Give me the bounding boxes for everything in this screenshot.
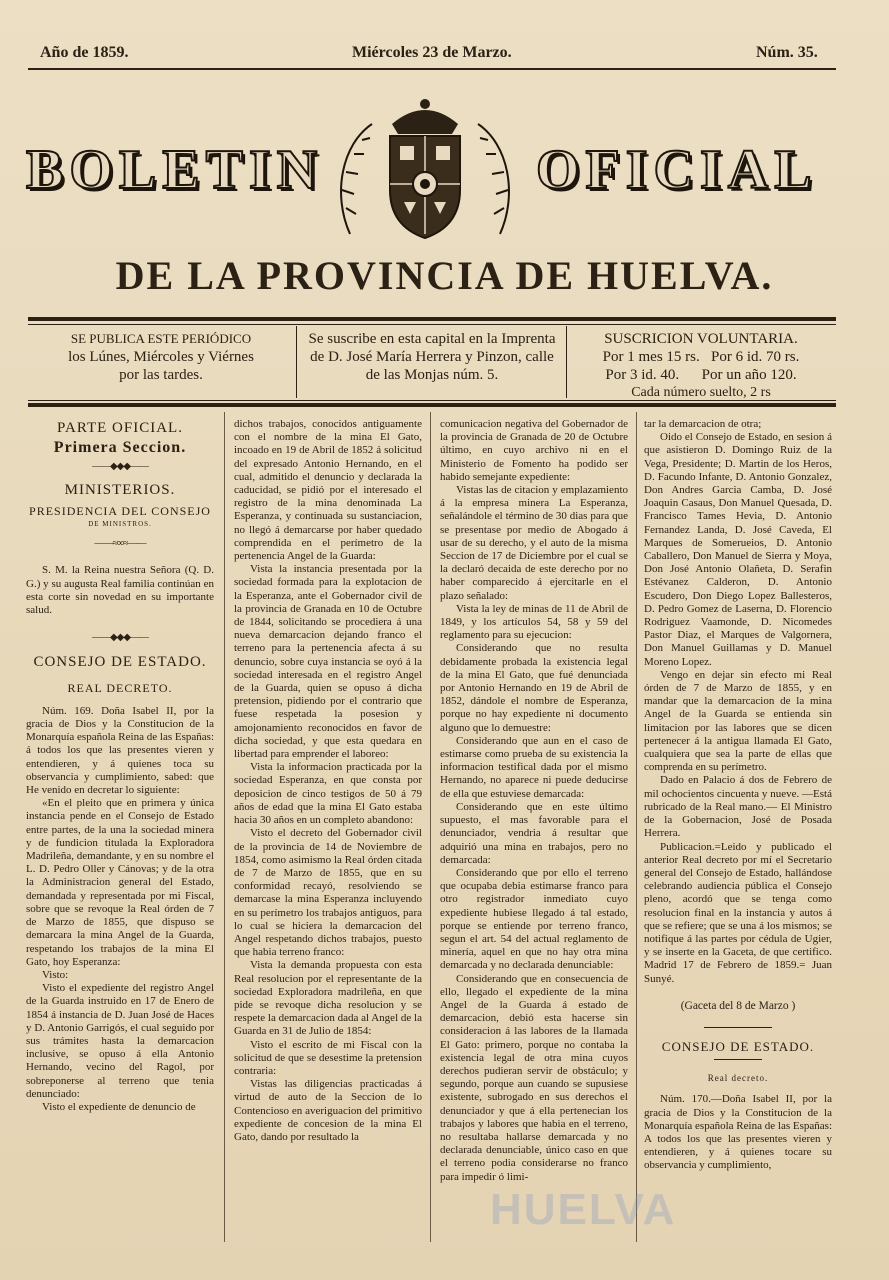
paragraph: Considerando que por ello el terreno que ocupaba debia estimarse franco para otro registrador inmediato cuyo expediente hubiese llegado á tal estado, porque se entiende por terreno franco, segun el art. 54 del actual reglamento de minería, aquel en que no hay otra mina demarcada y no declarada denunciable: [440, 866, 628, 972]
real-decreto-heading: REAL DECRETO. [67, 680, 173, 695]
column-4 [644, 418, 832, 1218]
paragraph: Visto el escrito de mi Fiscal con la solicitud de que se desestime la pretension contraria: [234, 1038, 422, 1077]
publication-time-text: por las tardes. [119, 367, 203, 383]
paragraph: «En el pleito que en primera y única instancia pende en el Consejo de Estado entre partes, de la una la sociedad minera y de fundicion titulada la Exploradora Madrileña, demandante, y en su nombre el L. D. Pedro Oller y Cánovas; y de la otra la Administracion general del Estado, demandada y representada por mi Fiscal, sobre que se revoque la Real órden de 7 de Marzo de 1855, que dispuso se demarcara la mina Angel de la Guarda, respetando los trabajos de la mina El Gato, hoy Esperanza: [26, 797, 214, 968]
masthead-rule-thick [28, 317, 836, 321]
publication-days [30, 330, 292, 384]
paragraph: Vistas las diligencias practicadas á virtud de auto de la Seccion de lo Contencioso en averiguacion del primitivo expediente de concesion de la mina El Gato, dando por resultado la [234, 1078, 422, 1143]
paragraph: dichos trabajos, conocidos antiguamente con el nombre de la mina El Gato, incoado en 19 de Abril de 1852 á solicitud del expresado Antonio Hernando, en el cual, admitido el denuncio y declarada la caducidad, se pidió por el interesado el registro de la mina denominada La Esperanza, y continuada su sustanciacion, no llegó á demarcarse por haber quedado comprendida en el perímetro de la pertenencia Angel de la Guarda: [234, 418, 422, 563]
body-rule-thin [28, 400, 836, 401]
prices-title: SUSCRICION VOLUNTARIA. [604, 331, 798, 347]
paragraph: comunicacion negativa del Gobernador de la provincia de Granada de 20 de Octubre último, en cuyo archivo ni en el Ministerio de Fomento ha podido ser habido semejante expediente: [440, 418, 628, 483]
paragraph: Publicacion.=Leido y publicado el anterior Real decreto por mí el Secretario general del Consejo de Estado, hallándose celebrando audiencia pública el Consejo pleno, acordó que se tenga como resolucion final en la instancia y autos á que se refiere; que se una á los mismos; se notifique á las partes por cédula de Ugier, y se inserte en la Gaceta, de que certifico. Madrid 17 de Febrero de 1859.= Juan Sunyé. [644, 840, 832, 985]
paragraph: Vista la informacion practicada por la sociedad Esperanza, en que consta por deposicion de cinco testigos de 50 á 79 años de edad que la mina El Gato estaba hacia 30 años en un completo abandono: [234, 761, 422, 827]
consejo-estado-heading-2: CONSEJO DE ESTADO. [661, 1038, 815, 1054]
column-divider-2 [430, 412, 431, 1242]
paragraph: Vista la demanda propuesta con esta Real resolucion por el representante de la sociedad Exploradora madrileña, en que pide se revoque dicha resolucion y se respete la demarcacion dada al Angel de la Guarda en 31 de Julio de 1854: [234, 959, 422, 1038]
column-divider-3 [636, 412, 637, 1242]
paragraph: Oido el Consejo de Estado, en sesion á que asistieron D. Domingo Ruiz de la Vega, Presidente; D. Martin de los Heros, D. Facundo Infante, D. Antonio Gonzalez, Don Andres Garcia Camba, D. José Joaquin Casaus, Don Manuel Quesada, D. Francisco Tames Hevia, D. Antonio Fernandez Landa, D. José Caveda, El Marques de Somerueios, D. Antonio Caballero, Don Manuel de Sierra y Moya, Don José Antonio Olañeta, D. Serafin Estévanez Calderon, D. Antonio Escudero, Don Diego Lopez Ballesteros, D. Pedro Gomez de Laserna, D. Florencio Rodriguez Vaamonde, D. Nicomedes Pastor Diaz, el Marques de Valgornera, Don Manuel Guillamas y D. Manuel Moreno Lopez. [644, 431, 832, 668]
subscription-prices [570, 330, 832, 402]
paragraph: Dado en Palacio á dos de Febrero de mil ochocientos cincuenta y nueve. —Está rubricado de la Real mano.— El Ministro de la Gobernacion, José de Posada Herrera. [644, 774, 832, 840]
issue-number: Núm. 35. [756, 44, 818, 61]
paragraph: Visto el expediente de denuncio de [42, 1100, 196, 1113]
parte-oficial-heading: PARTE OFICIAL. [57, 420, 183, 436]
paragraph: Núm. 169. Doña Isabel II, por la gracia de Dios y la Constitucion de la Monarquía española Reina de las Españas: á todos los que las presentes vieren y entendieren, y á quienes toca su observancia y cumplimiento, sabed: que He venido en decretar lo siguiente: [26, 704, 214, 797]
short-rule [714, 1059, 762, 1060]
column-1 [26, 418, 214, 1218]
paragraph: Considerando que en consecuencia de ello, llegado el expediente de la mina Angel de la Guarda á estado de demarcacion, debió esta hacerse sin consideracion á las labores de la llamada El Gato: primero, porque no contaba la existencia legal de otra mina cuyos derechos pudieran servir de obstáculo; y segundo, porque aun cuando se supusiese existente, subrogado en sus derechos el denunciador y que á ella pertenecian los trabajos y labores que habia en el terreno, no resultaba hallarse demarcada y no declarada denunciable, único caso en que el terreno podia considerarse no franco para impedir ó limi- [440, 972, 628, 1183]
paragraph: Visto: [42, 968, 69, 981]
masthead-rule-thin [28, 324, 836, 325]
presidencia-heading: PRESIDENCIA DEL CONSEJO [29, 503, 211, 518]
subscription-info [300, 330, 564, 384]
paragraph: Visto el expediente del registro Angel de la Guarda instruido en 17 de Enero de 1854 á instancia de D. Juan José de Haces y D. Antonio Garrigós, el cual seguido por sus trámites hasta la demarcacion inclusive, se opuso á ella Antonio Hernando, vecino del Ragol, por sobreponerse al terreno que tenia denunciado: [26, 982, 214, 1100]
header-rule [28, 68, 836, 70]
de-ministros-heading: DE MINISTROS. [88, 520, 152, 529]
issue-date: Miércoles 23 de Marzo. [352, 44, 512, 61]
paragraph: Considerando que en este último supuesto, el mas favorable para el denunciador, vendria á resultar que adquirió una mina en trabajos, pero no demarcada: [440, 800, 628, 866]
ministerios-heading: MINISTERIOS. [64, 481, 176, 498]
column-2 [234, 418, 422, 1218]
paragraph: Considerando que no resulta debidamente probada la existencia legal de la mina El Gato, que fué denunciada por Antonio Hernando en 19 de Abril de 1852, dándole el nombre de Esperanza, porque no hay expediente ni documento alguno que lo demuestre: [440, 642, 628, 734]
ornament-divider: ——◆◆◆—— [91, 632, 149, 644]
single-issue-price: Cada número suelto, 2 rs [631, 385, 771, 400]
column-divider-1 [224, 412, 225, 1242]
paragraph: Vista la instancia presentada por la sociedad formada para la explotacion de la Esperanza, ante el Gobernador civil de la provincia de Granada en 10 de Octubre de 1844, solicitando se procediera á una nueva demarcacion dejando franco el terreno para la pertenencia afecta á su denuncio, sobre cuya instancia se oyó á la sociedad interesada en el registro Angel de la Guarda, quien se opuso á dicha pretension, pidiendo por el contrario que fuese respetada la posesion y amojonamiento reconocidos en favor de dicha sociedad, y que esta quedara en libertad para emprender el laboreo: [234, 563, 422, 761]
paragraph: Núm. 170.—Doña Isabel II, por la gracia de Dios y la Constitucion de la Monarquía española Reina de las Españas: A todos los que las presentes vieren y entendieren, y á quienes tocare su observancia y cumplimiento, [644, 1093, 832, 1172]
real-decreto-heading-2: Real decreto. [707, 1073, 769, 1084]
royal-coat-of-arms-icon [332, 94, 518, 246]
paragraph: S. M. la Reina nuestra Señora (Q. D. G.) y su augusta Real familia continúan en esta corte sin novedad en su importante salud. [26, 564, 214, 617]
masthead-word-boletin: BOLETIN [26, 139, 324, 201]
subscription-line-2: de D. José María Herrera y Pinzon, calle [310, 349, 554, 365]
column-3 [440, 418, 628, 1218]
publication-label: SE PUBLICA ESTE PERIÓDICO [70, 331, 252, 346]
gaceta-source: (Gaceta del 8 de Marzo ) [680, 999, 796, 1012]
paragraph: Vengo en dejar sin efecto mi Real órden de 7 de Marzo de 1855, y en mandar que la demarcacion de la mina Angel de la Guarda se entienda sin limitacion por las labores que se dicen pertenecer á la antigua llamada El Gato, cualquiera que sea la parte de ellas que comprenda en su perímetro. [644, 668, 832, 774]
short-rule [704, 1027, 772, 1028]
body-rule-thick [28, 403, 836, 407]
subscription-line-1: Se suscribe en esta capital en la Imprenta [308, 331, 556, 347]
paragraph: Vistas las de citacion y emplazamiento á la empresa minera La Esperanza, señalándole el término de 30 dias para que se presentase por medio de Abogado á usar de su derecho, y el auto de la misma Seccion de 17 de Diciembre por el cual se la declaró decaida de este derecho por no haber comparecido á ejercitarle en el plazo señalado: [440, 484, 628, 602]
subscription-line-3: de las Monjas núm. 5. [365, 367, 499, 383]
publication-days-text: los Lúnes, Miércoles y Viérnes [68, 349, 254, 365]
ornament-divider: ——◆◆◆—— [91, 461, 149, 473]
prices-row-1: Por 1 mes 15 rs. Por 6 id. 70 rs. [602, 349, 800, 365]
paragraph: Considerando que aun en el caso de estimarse como prueba de su existencia la informacion testifical dada por el mismo Hernando, no aparece ni puede deducirse de ella que estuviese demarcada: [440, 734, 628, 800]
ornament-divider: ——≈∞≈—— [94, 538, 146, 550]
consejo-estado-heading: CONSEJO DE ESTADO. [33, 654, 207, 671]
paragraph: Visto el decreto del Gobernador civil de la provincia de 14 de Noviembre de 1854, como asimismo la Real órden citada de 7 de Marzo de 1855, que en su conformidad recayó, resolviendo se demarcase la mina Esperanza incluyendo en su perímetro los trabajos antiguos, para lo cual se hiciera la demarcacion del Angel respetando dichos trabajos, puesto que habia terreno franco: [234, 827, 422, 959]
huelva-watermark: HUELVA [490, 1185, 677, 1234]
prices-row-2: Por 3 id. 40. Por un año 120. [605, 367, 797, 383]
subheader-divider [296, 326, 297, 398]
paragraph: tar la demarcacion de otra; [644, 418, 762, 430]
paragraph: Vista la ley de minas de 11 de Abril de 1849, y los artículos 54, 58 y 59 del reglamento para su ejecucion: [440, 602, 628, 642]
masthead-word-oficial: OFICIAL [536, 139, 818, 201]
subheader-divider-2 [566, 326, 567, 398]
province-title: DE LA PROVINCIA DE HUELVA. [115, 253, 774, 298]
issue-year: Año de 1859. [40, 44, 129, 61]
primera-seccion-heading: Primera Seccion. [53, 439, 187, 457]
